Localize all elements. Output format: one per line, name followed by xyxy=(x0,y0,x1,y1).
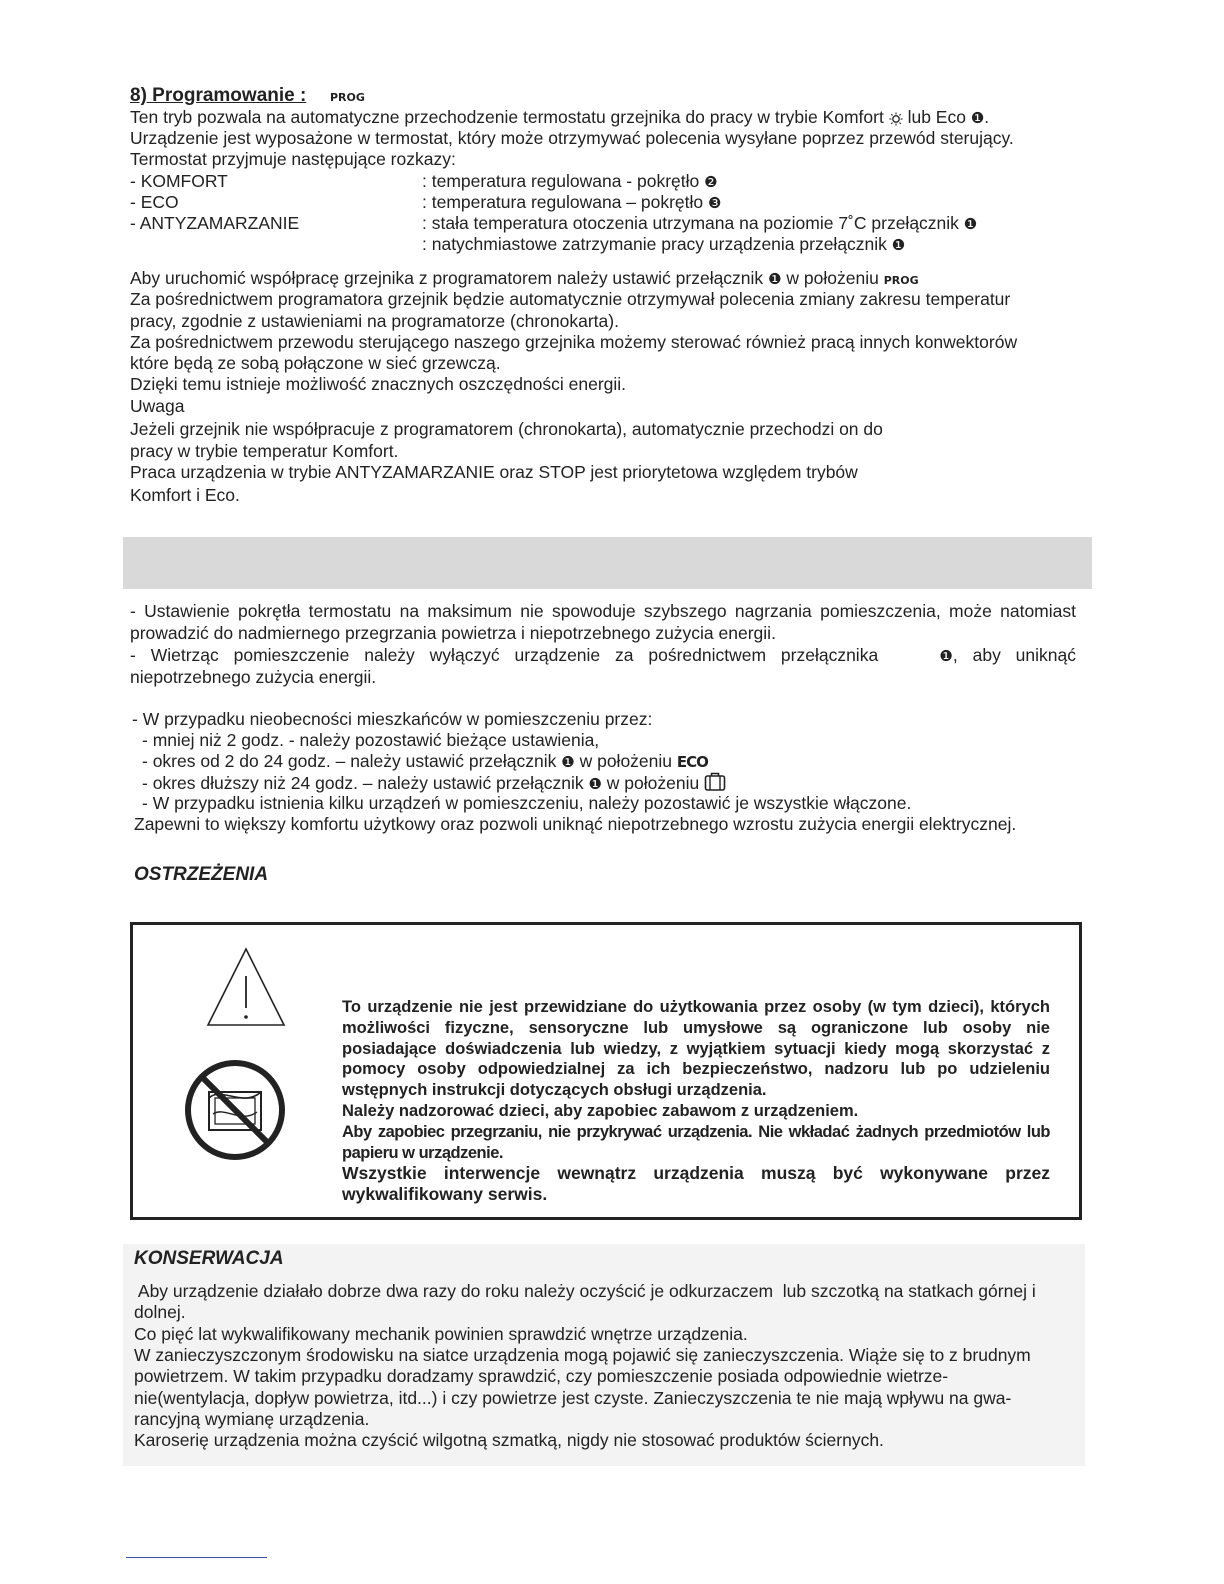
prog-label: PROG xyxy=(883,274,919,287)
section-title-text: 8) Programowanie : xyxy=(130,85,307,106)
tip-line: - Wietrząc pomieszczenie należy wyłączyć urządzenie za pośrednictwem przełącznika ❶, aby uniknąć xyxy=(130,645,1076,665)
maintenance-line: dolnej. xyxy=(134,1302,186,1322)
warning-triangle-icon xyxy=(205,946,287,1028)
switch-mark: ❶ xyxy=(588,775,602,793)
note-label: Uwaga xyxy=(130,396,185,416)
body-line: Za pośrednictwem przewodu sterującego naszego grzejnika możemy sterować również pracą innych konwektorów xyxy=(130,332,1018,352)
body-line: które będą ze sobą połączone w sieć grzewczą. xyxy=(130,353,501,373)
order-desc: : natychmiastowe zatrzymanie pracy urządzenia przełącznik ❶ xyxy=(422,234,906,254)
maintenance-line: powietrzem. W takim przypadku doradzamy sprawdzić, czy pomieszczenie posiada odpowiednie wietrze- xyxy=(134,1366,949,1386)
maintenance-line: Co pięć lat wykwalifikowany mechanik powinien sprawdzić wnętrze urządzenia. xyxy=(134,1324,748,1344)
switch-mark: ❶ xyxy=(768,270,782,288)
body-line: pracy w trybie temperatur Komfort. xyxy=(130,441,399,461)
intro-line-2: Urządzenie jest wyposażone w termostat, który może otrzymywać polecenia wysyłane poprzez przewód sterujący. xyxy=(130,128,1014,148)
maintenance-line: Karoserię urządzenia można czyścić wilgotną szmatką, nigdy nie stosować produktów ściernych. xyxy=(134,1430,884,1450)
warning-paragraph: Należy nadzorować dzieci, aby zapobiec zabawom z urządzeniem. xyxy=(342,1101,859,1120)
tip-line: prowadzić do nadmiernego przegrzania powietrza i niepotrzebnego zużycia energii. xyxy=(130,623,776,643)
maintenance-heading: KONSERWACJA xyxy=(134,1248,284,1269)
absence-item: - mniej niż 2 godz. - należy pozostawić bieżące ustawienia, xyxy=(142,730,600,750)
knob-mark: ❸ xyxy=(708,194,722,212)
maintenance-line: W zanieczyszczonym środowisku na siatce urządzenia mogą pojawić się zanieczyszczenia. Wiąże się to z brudnym xyxy=(134,1345,1031,1365)
warning-paragraph: Aby zapobiec przegrzaniu, nie przykrywać urządzenia. Nie wkładać żadnych przedmiotów lub papieru w urządzenie. xyxy=(342,1122,1050,1162)
maintenance-line: Aby urządzenie działało dobrze dwa razy do roku należy oczyścić je odkurzaczem lub szczotką na statkach górnej i xyxy=(134,1281,1036,1301)
footnote-separator xyxy=(126,1557,267,1558)
section-divider-band xyxy=(123,537,1092,589)
absence-item: - okres dłuższy niż 24 godz. – należy ustawić przełącznik ❶ w położeniu xyxy=(142,772,726,796)
tip-line: - Ustawienie pokrętła termostatu na maksimum nie spowoduje szybszego nagrzania pomieszczenia, może natomiast xyxy=(130,601,1076,621)
intro-line-1: Ten tryb pozwala na automatyczne przechodzenie termostatu grzejnika do pracy w trybie Komfort lub Eco ❶. xyxy=(130,107,990,127)
body-line: Za pośrednictwem programatora grzejnik będzie automatycznie otrzymywał polecenia zmiany zakresu temperatur xyxy=(130,289,1011,309)
order-mode: - ECO xyxy=(130,192,179,212)
body-line: Dzięki temu istnieje możliwość znacznych oszczędności energii. xyxy=(130,374,627,394)
body-line: Praca urządzenia w trybie ANTYZAMARZANIE oraz STOP jest priorytetowa względem trybów xyxy=(130,462,858,482)
absence-item: - W przypadku istnienia kilku urządzeń w pomieszczeniu, należy pozostawić je wszystkie włączone. xyxy=(142,793,912,813)
switch-mark: ❶ xyxy=(891,236,906,254)
warnings-heading: OSTRZEŻENIA xyxy=(134,864,269,885)
absence-item: - okres od 2 do 24 godz. – należy ustawić przełącznik ❶ w położeniu ECO xyxy=(142,751,708,771)
body-line: Komfort i Eco. xyxy=(130,485,240,505)
warning-paragraph: Wszystkie interwencje wewnątrz urządzenia muszą być wykonywane przez wykwalifikowany serwis. xyxy=(342,1163,1050,1205)
eco-label: ECO xyxy=(676,753,708,771)
maintenance-line: rancyjną wymianę urządzenia. xyxy=(134,1409,370,1429)
knob-mark: ❷ xyxy=(704,173,718,191)
warning-paragraph: To urządzenie nie jest przewidziane do użytkowania przez osoby (w tym dzieci), których możliwości fizyczne, sensoryczne lub umysłowe są ograniczone lub osoby nie posiadające doświadczenia lub wiedzy, z wyjątkiem sytuacji kiedy mogą skorzystać z pomocy osoby odpowiedzialnej za ich bezpieczeństwo, nadzoru lub po udzieleniu wstępnych instrukcji dotyczących obsługi urządzenia. xyxy=(342,998,1050,1100)
prog-activation-line: Aby uruchomić współpracę grzejnika z programatorem należy ustawić przełącznik ❶ w położeniu PROG xyxy=(130,268,919,288)
section-title xyxy=(130,85,306,107)
prog-label: PROG xyxy=(330,91,365,104)
sun-icon xyxy=(889,112,903,126)
switch-mark: ❶ xyxy=(963,215,978,233)
order-desc: : temperatura regulowana – pokrętło ❸ xyxy=(422,192,722,212)
switch-mark: ❶ xyxy=(939,647,953,665)
switch-mark: ❶ xyxy=(970,109,985,127)
suitcase-icon xyxy=(704,772,726,792)
tip-line: niepotrzebnego zużycia energii. xyxy=(130,667,377,687)
order-mode: - KOMFORT xyxy=(130,171,228,191)
body-line: pracy, zgodnie z ustawieniami na programatorze (chronokarta). xyxy=(130,311,619,331)
warning-text xyxy=(342,997,1050,1205)
order-mode: - ANTYZAMARZANIE xyxy=(130,213,300,233)
intro-line-3: Termostat przyjmuje następujące rozkazy: xyxy=(130,149,456,169)
order-desc: : temperatura regulowana - pokrętło ❷ xyxy=(422,171,718,191)
absence-line: - W przypadku nieobecności mieszkańców w pomieszczeniu przez: xyxy=(132,709,653,729)
do-not-cover-icon xyxy=(183,1058,287,1162)
switch-mark: ❶ xyxy=(561,753,575,771)
order-desc: : stała temperatura otoczenia utrzymana na poziomie 7˚C przełącznik ❶ xyxy=(422,213,978,233)
summary-line: Zapewni to większy komfortu użytkowy oraz pozwoli uniknąć niepotrzebnego wzrostu zużycia energii elektrycznej. xyxy=(134,814,1017,834)
body-line: Jeżeli grzejnik nie współpracuje z programatorem (chronokarta), automatycznie przechodzi on do xyxy=(130,419,883,439)
maintenance-line: nie(wentylacja, dopływ powietrza, itd...) i czy powietrze jest czyste. Zanieczyszczenia te nie mają wpływu na gwa- xyxy=(134,1388,1012,1408)
